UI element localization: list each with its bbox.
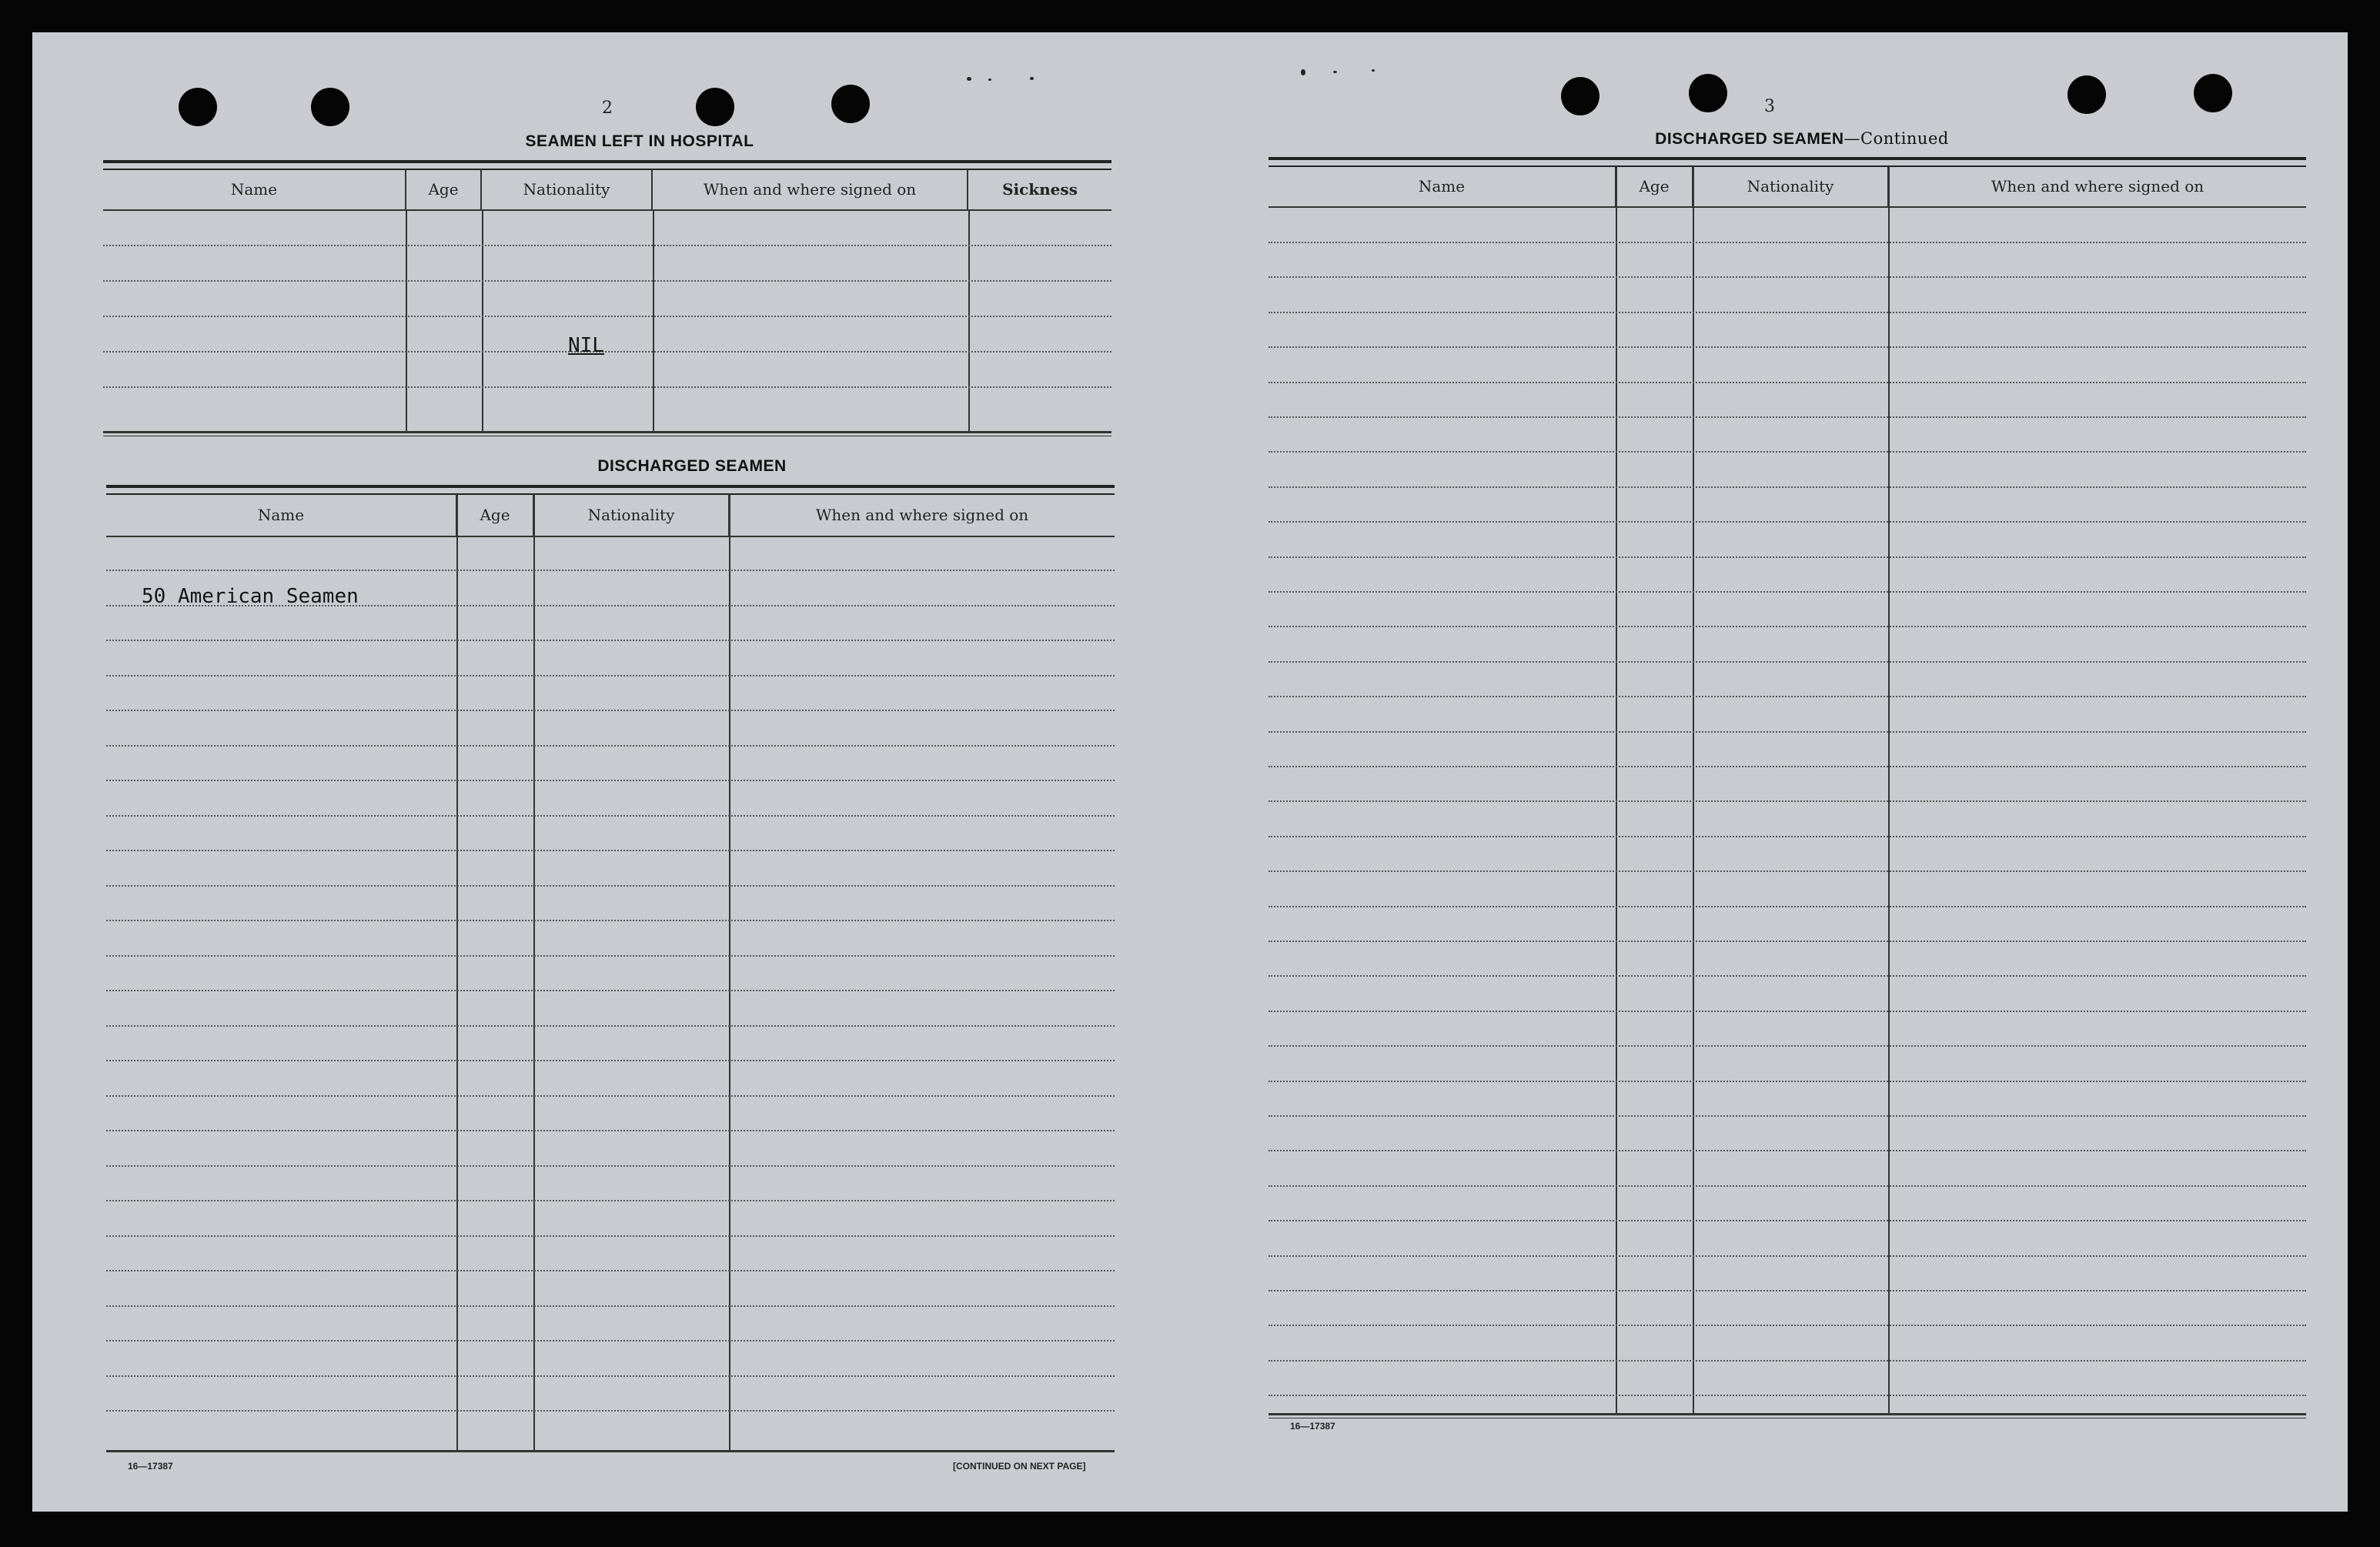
punch-hole (2067, 75, 2106, 114)
table-bottom-rule (1269, 1413, 2306, 1415)
entry-line (106, 990, 1115, 991)
col-header-name: Name (103, 169, 406, 209)
entry-line (1269, 451, 2306, 453)
scan-speck (967, 77, 971, 81)
column-divider (653, 209, 654, 433)
punch-hole (311, 88, 349, 126)
col-header-signed-on: When and where signed on (815, 506, 1029, 524)
entry-line (106, 1410, 1115, 1412)
hospital-section-title: SEAMEN LEFT IN HOSPITAL (525, 132, 754, 150)
entry-line (106, 885, 1115, 887)
entry-line (1269, 1220, 2306, 1221)
entry-line (106, 1025, 1115, 1027)
column-divider (533, 494, 535, 1452)
entry-line (103, 351, 1111, 353)
column-divider (968, 209, 970, 433)
scan-speck (1030, 77, 1034, 80)
col-header-signed-on: When and where signed on (653, 169, 968, 209)
col-header-nationality: Nationality (534, 494, 730, 536)
col-header-age: Age (406, 169, 482, 209)
entry-line (1269, 1045, 2306, 1047)
discharged-section-title: DISCHARGED SEAMEN (597, 457, 787, 475)
hospital-header-row (103, 169, 1111, 211)
scan-speck (1301, 69, 1305, 75)
scan-speck (988, 79, 991, 81)
entry-line (1269, 941, 2306, 942)
continued-note: [CONTINUED ON NEXT PAGE] (953, 1461, 1086, 1472)
entry-line (1269, 626, 2306, 627)
entry-line (106, 1130, 1115, 1131)
entry-line (1269, 346, 2306, 348)
entry-line (1269, 1185, 2306, 1187)
entry-line (1269, 276, 2306, 278)
entry-line (1269, 1290, 2306, 1291)
scan-speck (1372, 69, 1375, 72)
entry-line (106, 815, 1115, 817)
entry-line (106, 1060, 1115, 1061)
entry-line (106, 1305, 1115, 1307)
entry-line (1269, 486, 2306, 488)
scan-speck (1333, 71, 1337, 73)
form-number-right: 16—17387 (1290, 1421, 1335, 1432)
punch-hole (1689, 74, 1727, 112)
entry-line (1269, 242, 2306, 243)
discharged-cont-header-row (1269, 166, 2306, 208)
col-header-sickness: Sickness (1002, 180, 1078, 199)
column-divider (482, 209, 483, 433)
entry-line (106, 780, 1115, 781)
form-sheet (32, 32, 2348, 1512)
title-continued: —Continued (1843, 129, 1949, 148)
col-header-name: Name (106, 494, 457, 536)
entry-line (103, 386, 1111, 388)
entry-line (106, 920, 1115, 921)
entry-line (1269, 975, 2306, 977)
entry-line (1269, 1395, 2306, 1396)
punch-hole (179, 88, 217, 126)
entry-line (103, 316, 1111, 317)
title-main: DISCHARGED SEAMEN (1655, 130, 1844, 148)
entry-line (106, 955, 1115, 957)
entry-line (1269, 906, 2306, 907)
entry-line (106, 640, 1115, 641)
entry-line (106, 1375, 1115, 1377)
entry-line (1269, 1360, 2306, 1362)
entry-line (103, 245, 1111, 246)
hospital-nil-entry: NIL (568, 334, 604, 357)
entry-line (103, 280, 1111, 282)
form-number-left: 16—17387 (128, 1461, 173, 1472)
column-divider (456, 494, 458, 1452)
discharged-header-row (106, 494, 1115, 537)
entry-line (1269, 870, 2306, 872)
discharged-table-right (1269, 157, 2306, 1445)
entry-line (1269, 416, 2306, 418)
col-header-nationality: Nationality (1693, 166, 1889, 206)
entry-line (1269, 556, 2306, 558)
entry-line (1269, 1081, 2306, 1082)
col-header-name: Name (1269, 166, 1616, 206)
entry-line (1269, 1115, 2306, 1117)
entry-line (106, 1095, 1115, 1097)
discharged-continued-title (1269, 129, 2335, 149)
entry-line (1269, 591, 2306, 593)
entry-line (1269, 1255, 2306, 1257)
entry-line (1269, 1011, 2306, 1012)
entry-line (106, 1165, 1115, 1167)
entry-line (106, 1235, 1115, 1237)
page-number-left: 2 (602, 99, 613, 118)
entry-line (106, 1200, 1115, 1201)
punch-hole (1561, 77, 1599, 115)
entry-line (1269, 661, 2306, 663)
column-divider (729, 494, 730, 1452)
entry-line (106, 675, 1115, 677)
entry-line (1269, 836, 2306, 837)
col-header-signed-on: When and where signed on (1991, 177, 2205, 195)
column-divider (1888, 166, 1890, 1413)
page-number-right: 3 (1764, 97, 1775, 116)
column-divider (406, 209, 407, 433)
column-divider (1616, 166, 1617, 1413)
table-bottom-rule (106, 1450, 1115, 1452)
punch-hole (2194, 74, 2232, 112)
punch-hole (831, 85, 870, 123)
col-header-age: Age (1616, 166, 1693, 206)
punch-hole (696, 88, 734, 126)
discharged-table-left (106, 485, 1115, 1453)
entry-line (1269, 382, 2306, 383)
entry-line (1269, 766, 2306, 767)
hospital-table (103, 160, 1111, 437)
entry-line (1269, 521, 2306, 523)
entry-line (1269, 696, 2306, 697)
entry-line (106, 1340, 1115, 1342)
entry-line (1269, 312, 2306, 313)
col-header-nationality: Nationality (482, 169, 653, 209)
entry-line (1269, 800, 2306, 802)
table-bottom-rule (103, 431, 1111, 433)
entry-line (106, 745, 1115, 747)
col-header-age: Age (457, 494, 534, 536)
column-divider (1693, 166, 1694, 1413)
entry-line (106, 1270, 1115, 1271)
entry-line (106, 850, 1115, 851)
entry-line (1269, 1325, 2306, 1326)
entry-line (1269, 1150, 2306, 1151)
entry-line (106, 570, 1115, 571)
entry-line (1269, 731, 2306, 733)
entry-line (106, 710, 1115, 711)
discharged-entry: 50 American Seamen (142, 585, 359, 608)
